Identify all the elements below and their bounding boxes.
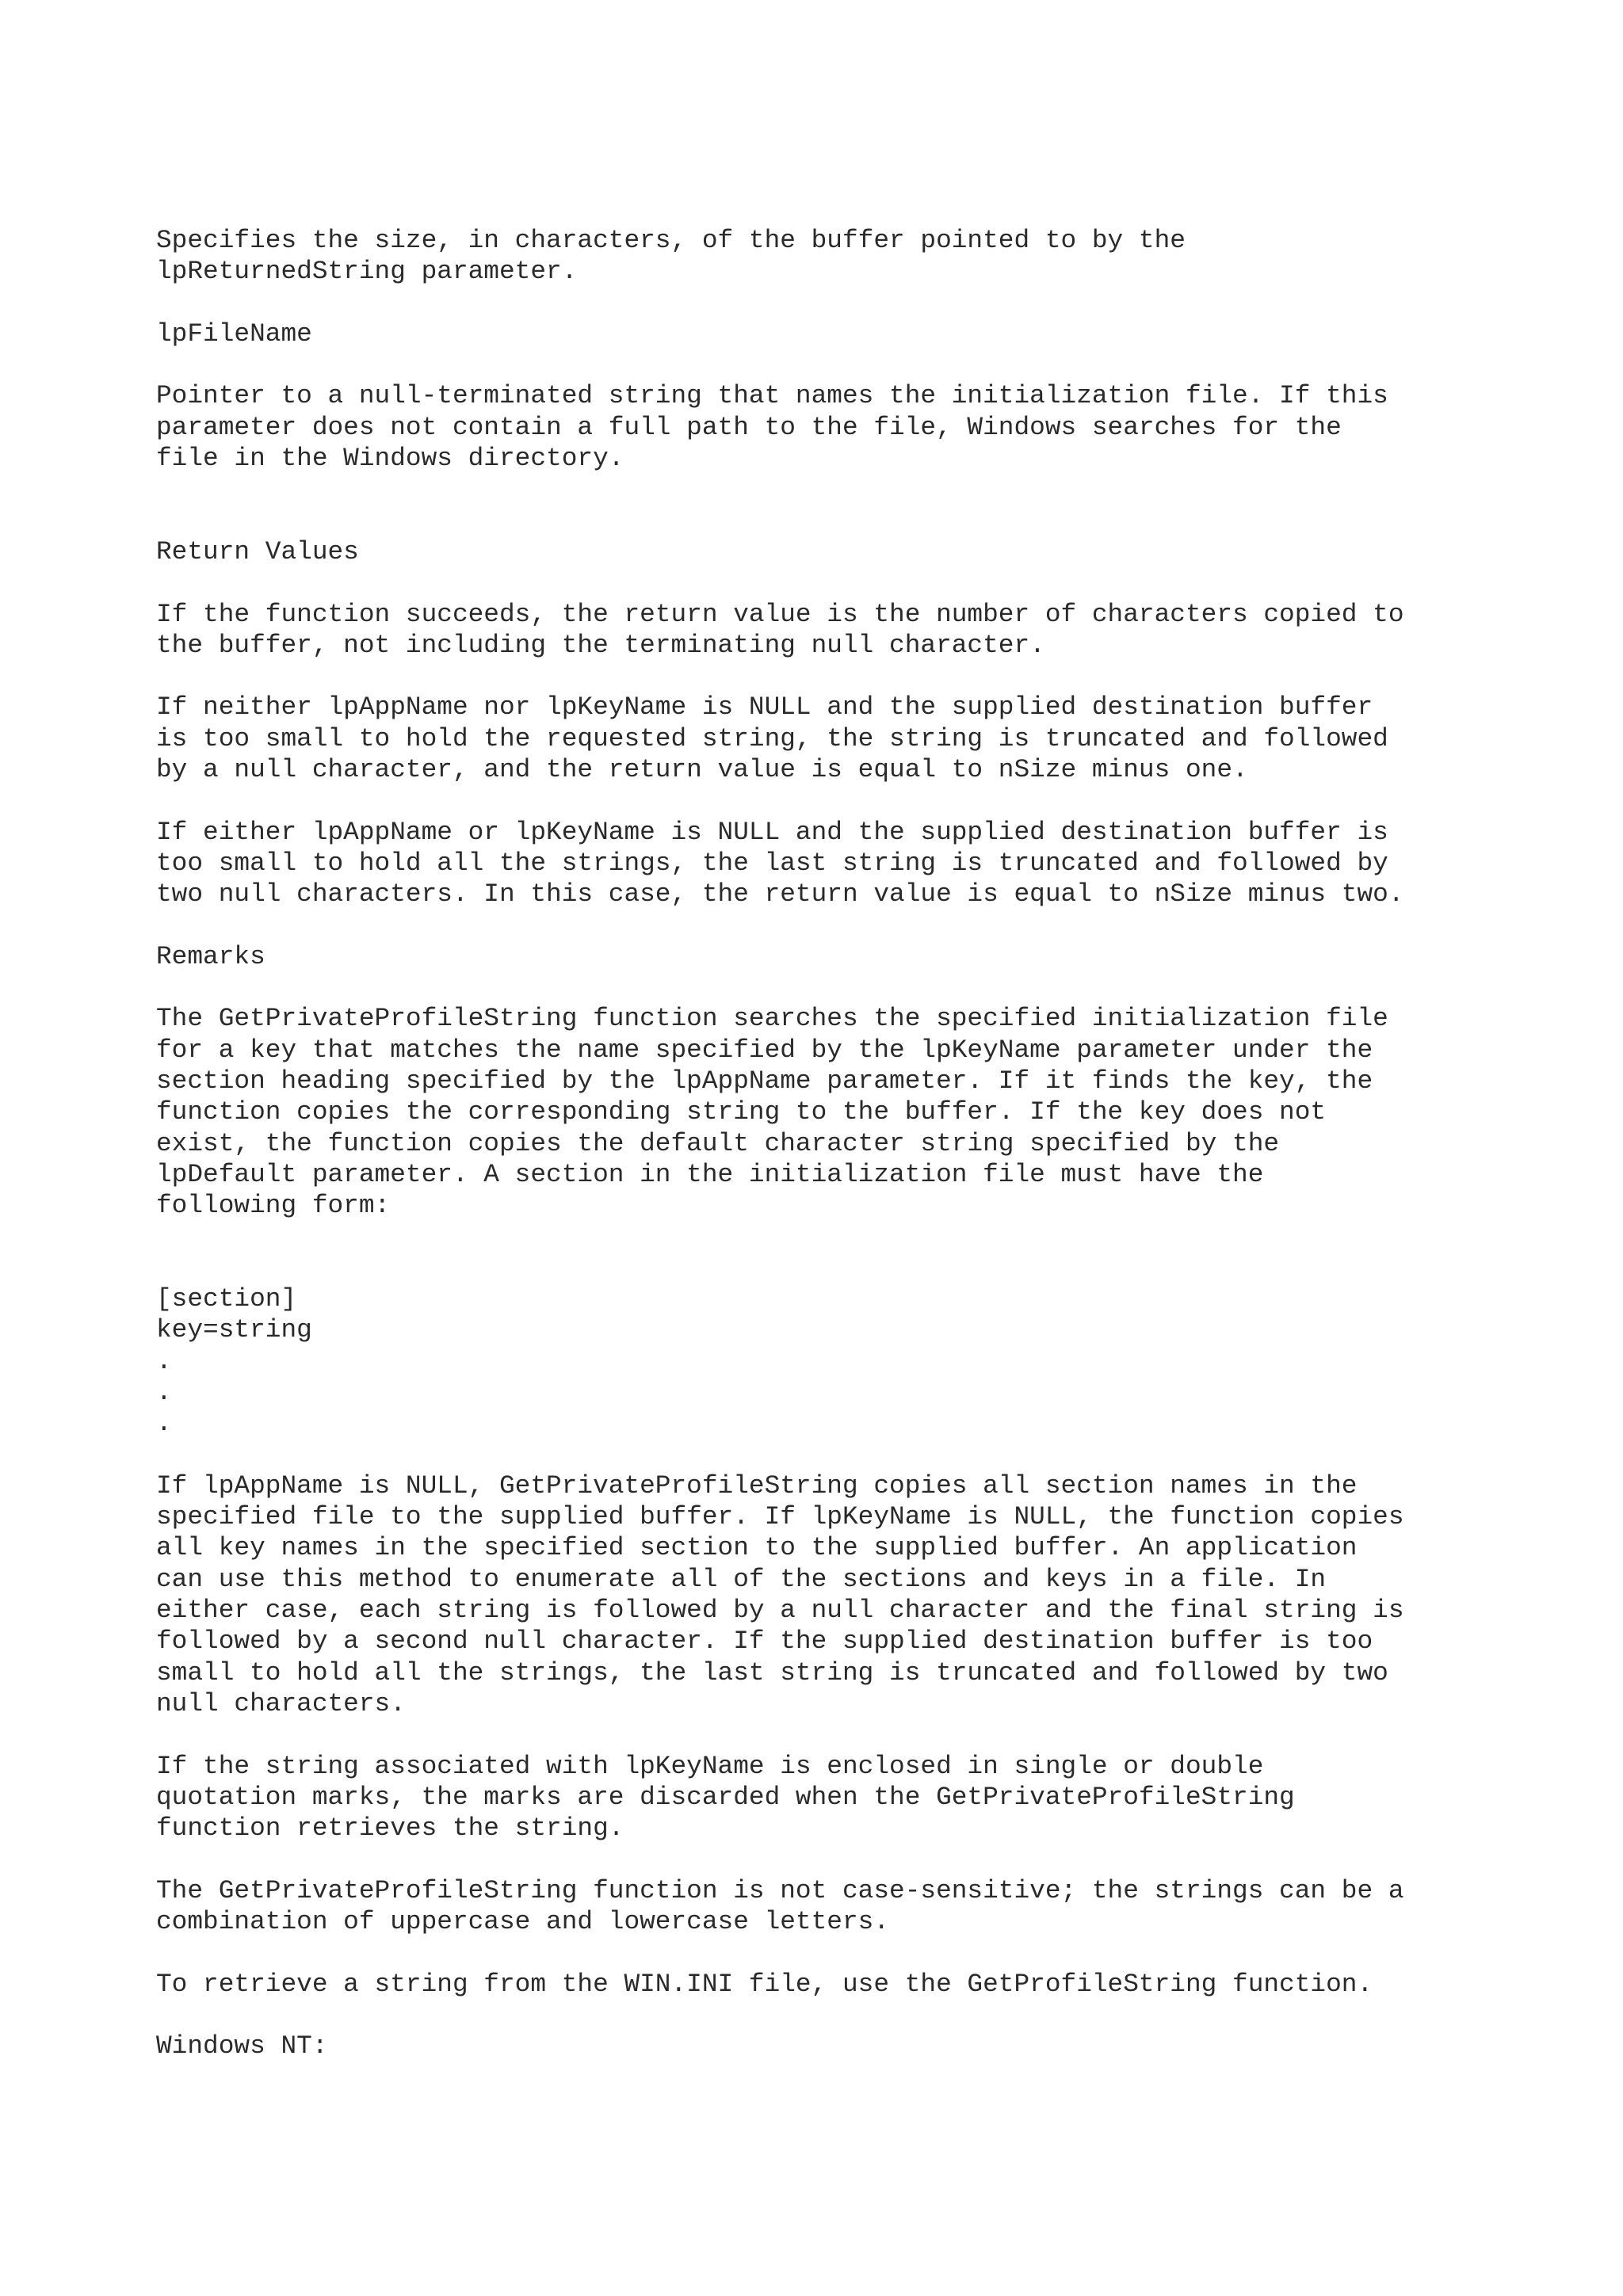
text-line: file in the Windows directory.	[156, 444, 624, 474]
text-line: combination of uppercase and lowercase letters.	[156, 1907, 890, 1937]
return-values-paragraph-1	[156, 599, 1519, 662]
section-heading-return-values: Return Values	[156, 536, 359, 566]
text-line: Specifies the size, in characters, of the buffer pointed to by the	[156, 226, 1186, 255]
code-line: .	[156, 1377, 172, 1407]
text-line: If the function succeeds, the return value is the number of characters copied to	[156, 599, 1404, 629]
text-line: quotation marks, the marks are discarded when the GetPrivateProfileString	[156, 1782, 1295, 1812]
text-line: by a null character, and the return value is equal to nSize minus one.	[156, 755, 1248, 785]
text-line: lpReturnedString parameter.	[156, 257, 578, 287]
return-values-paragraph-3	[156, 817, 1519, 910]
code-line: .	[156, 1409, 172, 1439]
text-line: If neither lpAppName nor lpKeyName is NULL and the supplied destination buffer	[156, 692, 1373, 723]
text-line: parameter does not contain a full path to the file, Windows searches for the	[156, 412, 1342, 442]
text-line: exist, the function copies the default character string specified by the	[156, 1128, 1280, 1158]
text-line: null characters.	[156, 1688, 406, 1718]
text-line: The GetPrivateProfileString function is not case-sensitive; the strings can be a	[156, 1875, 1404, 1905]
text-line: following form:	[156, 1191, 391, 1221]
nsize-description	[156, 225, 1519, 288]
text-line: If lpAppName is NULL, GetPrivateProfileString copies all section names in the	[156, 1470, 1358, 1501]
remarks-paragraph-3	[156, 1751, 1519, 1844]
lpfilename-description	[156, 380, 1519, 474]
param-name-lpfilename: lpFileName	[156, 318, 312, 349]
text-line: The GetPrivateProfileString function searches the specified initialization file	[156, 1004, 1388, 1034]
code-line: .	[156, 1346, 172, 1376]
text-line: either case, each string is followed by a null character and the final string is	[156, 1596, 1404, 1626]
code-line: key=string	[156, 1315, 312, 1345]
remarks-paragraph-1	[156, 1003, 1519, 1221]
remarks-paragraph-4	[156, 1875, 1519, 1938]
text-line: all key names in the specified section to the supplied buffer. An application	[156, 1533, 1358, 1563]
text-line: section heading specified by the lpAppName parameter. If it finds the key, the	[156, 1066, 1373, 1097]
text-line: can use this method to enumerate all of the sections and keys in a file. In	[156, 1564, 1327, 1594]
text-line: If the string associated with lpKeyName is enclosed in single or double	[156, 1751, 1264, 1781]
text-line: lpDefault parameter. A section in the initialization file must have the	[156, 1159, 1264, 1189]
text-line: followed by a second null character. If the supplied destination buffer is too	[156, 1627, 1373, 1657]
code-line: [section]	[156, 1284, 297, 1314]
text-line: function retrieves the string.	[156, 1814, 624, 1844]
ini-code-sample	[156, 1283, 1519, 1439]
section-heading-remarks: Remarks	[156, 941, 265, 971]
document-page	[156, 225, 1519, 2062]
remarks-paragraph-5	[156, 1969, 1519, 2000]
text-line: To retrieve a string from the WIN.INI file, use the GetProfileString function.	[156, 1969, 1373, 1999]
text-line: Pointer to a null-terminated string that names the initialization file. If this	[156, 381, 1388, 411]
text-line: specified file to the supplied buffer. If lpKeyName is NULL, the function copies	[156, 1502, 1404, 1532]
text-line: too small to hold all the strings, the last string is truncated and followed by	[156, 848, 1388, 878]
text-line: the buffer, not including the terminating null character.	[156, 630, 1045, 660]
text-line: two null characters. In this case, the return value is equal to nSize minus two.	[156, 879, 1404, 910]
text-line: function copies the corresponding string to the buffer. If the key does not	[156, 1097, 1327, 1127]
text-line: small to hold all the strings, the last string is truncated and followed by two	[156, 1657, 1388, 1688]
windows-nt-label: Windows NT:	[156, 2031, 328, 2061]
remarks-paragraph-2	[156, 1470, 1519, 1719]
text-line: for a key that matches the name specified by the lpKeyName parameter under the	[156, 1035, 1373, 1065]
return-values-paragraph-2	[156, 692, 1519, 785]
text-line: is too small to hold the requested string, the string is truncated and followed	[156, 723, 1388, 753]
text-line: If either lpAppName or lpKeyName is NULL and the supplied destination buffer is	[156, 817, 1388, 847]
